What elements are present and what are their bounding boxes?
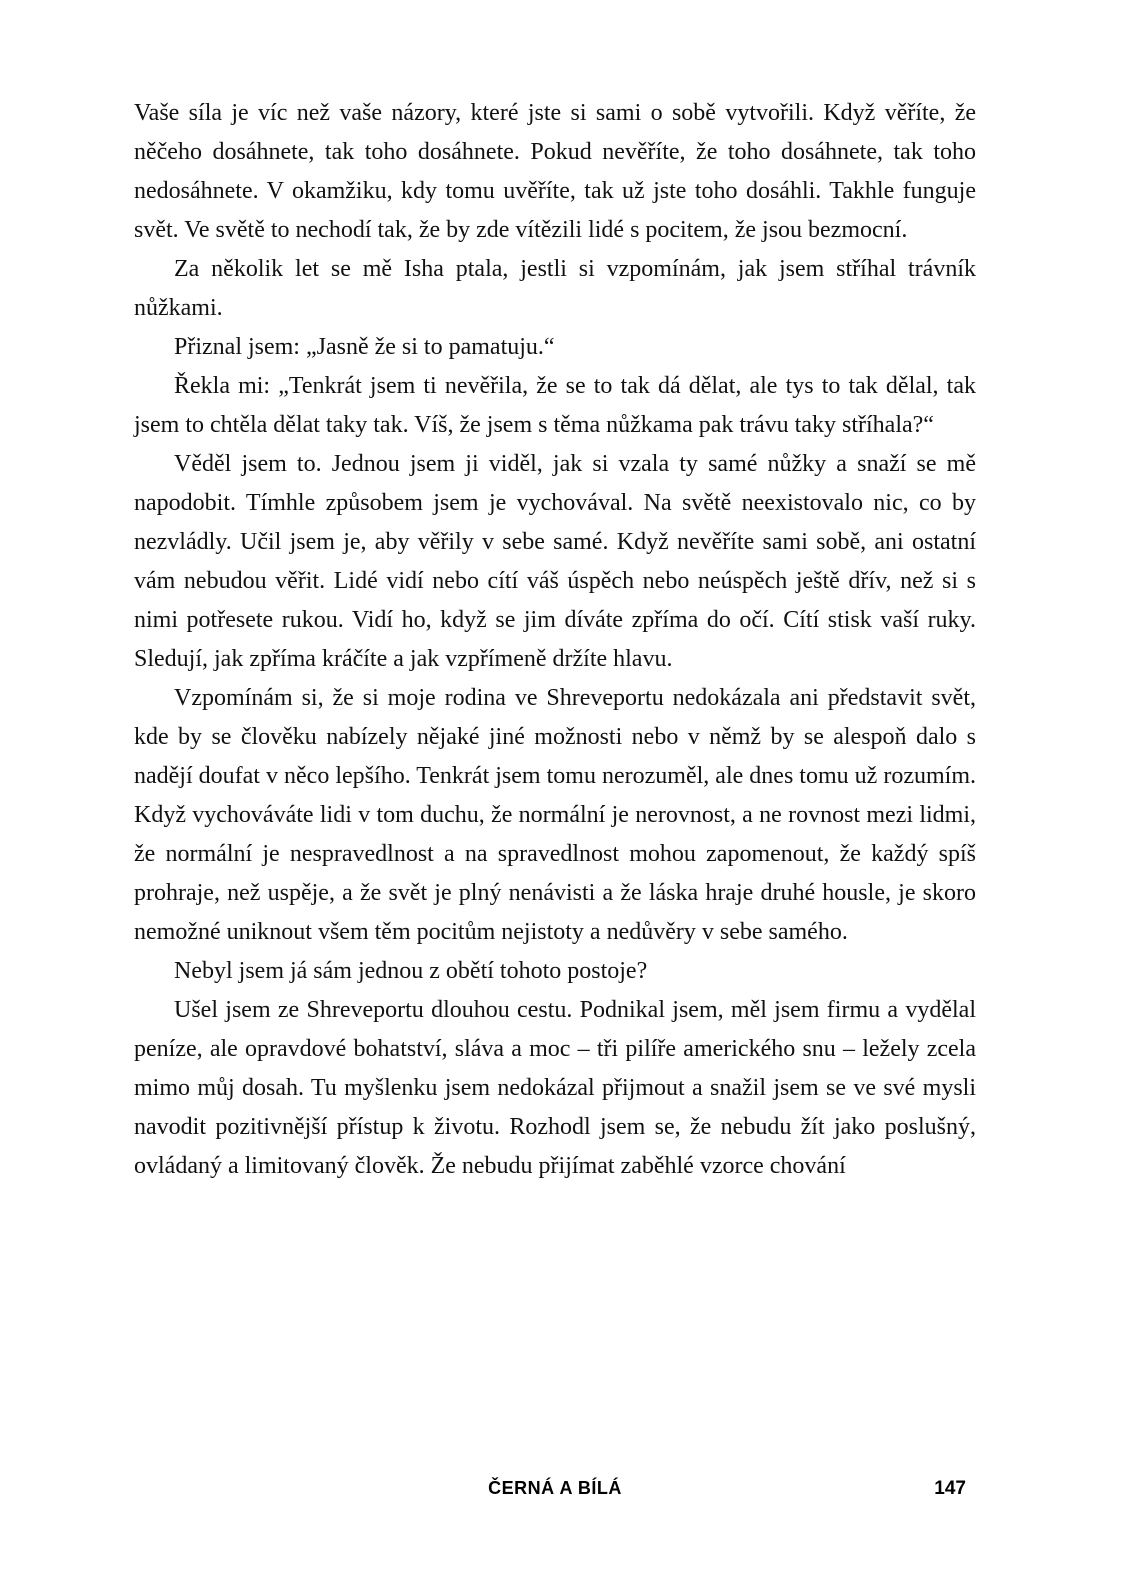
page-footer xyxy=(134,1478,976,1508)
paragraph: Řekla mi: „Tenkrát jsem ti nevěřila, že se to tak dá dělat, ale tys to tak dělal, tak jsem to chtěla dělat taky tak. Víš, že jsem s těma nůžkama pak trávu taky stříhala?“ xyxy=(134,373,976,438)
page-number: 147 xyxy=(934,1478,966,1499)
paragraph: Přiznal jsem: „Jasně že si to pamatuju.“ xyxy=(174,334,555,360)
page-body xyxy=(134,94,976,1186)
paragraph: Věděl jsem to. Jednou jsem ji viděl, jak si vzala ty samé nůžky a snaží se mě napodobit. Tímhle způsobem jsem je vychovával. Na světě neexistovalo nic, co by nezvládly. Učil jsem je, aby věřily v sebe samé. Když nevěříte sami sobě, ani ostatní vám nebudou věřit. Lidé vidí nebo cítí váš úspěch nebo neúspěch ještě dřív, než si s nimi potřesete rukou. Vidí ho, když se jim díváte zpříma do očí. Cítí stisk vaší ruky. Sledují, jak zpříma kráčíte a jak vzpřímeně držíte hlavu. xyxy=(134,451,976,672)
paragraph: Vaše síla je víc než vaše názory, které jste si sami o sobě vytvořili. Když věříte, že něčeho dosáhnete, tak toho dosáhnete. Pokud nevěříte, že toho dosáhnete, tak toho nedosáhnete. V okamžiku, kdy tomu uvěříte, tak už jste toho dosáhli. Takhle funguje svět. Ve světě to nechodí tak, že by zde vítězili lidé s pocitem, že jsou bezmocní. xyxy=(134,100,976,243)
paragraph: Vzpomínám si, že si moje rodina ve Shreveportu nedokázala ani představit svět, kde by se člověku nabízely nějaké jiné možnosti nebo v němž by se alespoň dalo s nadějí doufat v něco lepšího. Tenkrát jsem tomu nerozuměl, ale dnes tomu už rozumím. Když vychováváte lidi v tom duchu, že normální je nerovnost, a ne rovnost mezi lidmi, že normální je nespravedlnost a na spravedlnost mohou zapomenout, že každý spíš prohraje, než uspěje, a že svět je plný nenávisti a že láska hraje druhé housle, je skoro nemožné uniknout všem těm pocitům nejistoty a nedůvěry v sebe samého. xyxy=(134,685,976,945)
paragraph: Nebyl jsem já sám jednou z obětí tohoto postoje? xyxy=(174,958,648,984)
paragraph: Za několik let se mě Isha ptala, jestli si vzpomínám, jak jsem stříhal trávník nůžkami. xyxy=(134,256,976,321)
paragraph: Ušel jsem ze Shreveportu dlouhou cestu. Podnikal jsem, měl jsem firmu a vydělal peníze, ale opravdové bohatství, sláva a moc – tři pilíře amerického snu – ležely zcela mimo můj dosah. Tu myšlenku jsem nedokázal přijmout a snažil jsem se ve své mysli navodit pozitivnější přístup k životu. Rozhodl jsem se, že nebudu žít jako poslušný, ovládaný a limitovaný člověk. Že nebudu přijímat zaběhlé vzorce chování xyxy=(134,997,976,1179)
running-title: ČERNÁ A BÍLÁ xyxy=(488,1478,622,1498)
